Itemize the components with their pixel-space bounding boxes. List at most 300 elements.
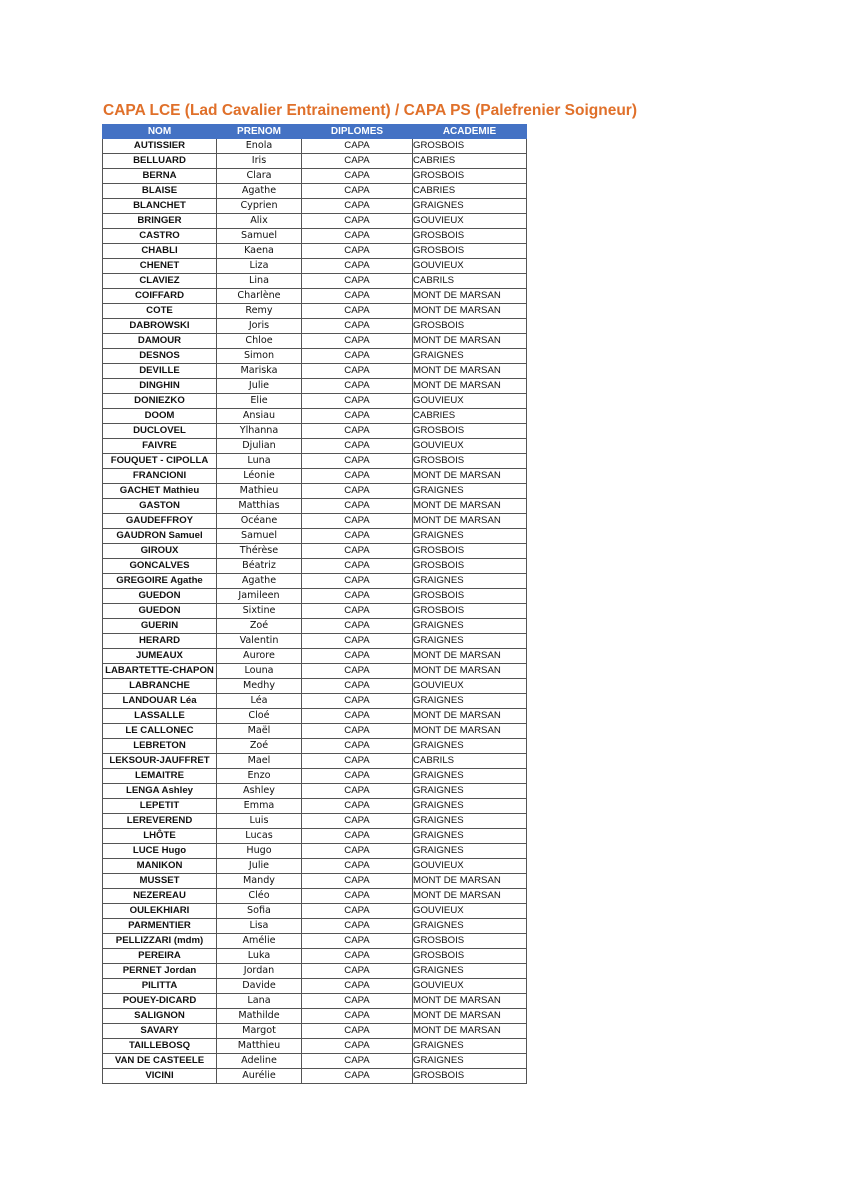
- table-row: [103, 499, 527, 514]
- cell-academie: MONT DE MARSAN: [413, 364, 527, 379]
- cell-academie: GROSBOIS: [413, 1069, 527, 1084]
- table-row: [103, 484, 527, 499]
- cell-academie: GROSBOIS: [413, 139, 527, 154]
- cell-nom: PEREIRA: [103, 949, 217, 964]
- table-row: [103, 424, 527, 439]
- table-header: [103, 125, 527, 139]
- cell-diplome: CAPA: [302, 244, 413, 259]
- table-row: [103, 1009, 527, 1024]
- table-row: [103, 889, 527, 904]
- cell-nom: BLANCHET: [103, 199, 217, 214]
- cell-nom: PARMENTIER: [103, 919, 217, 934]
- cell-diplome: CAPA: [302, 859, 413, 874]
- cell-prenom: Mathieu: [217, 484, 302, 499]
- table-row: [103, 139, 527, 154]
- cell-diplome: CAPA: [302, 289, 413, 304]
- cell-diplome: CAPA: [302, 274, 413, 289]
- cell-prenom: Ashley: [217, 784, 302, 799]
- cell-prenom: Luis: [217, 814, 302, 829]
- cell-academie: GRAIGNES: [413, 619, 527, 634]
- cell-diplome: CAPA: [302, 394, 413, 409]
- table-row: [103, 739, 527, 754]
- cell-prenom: Iris: [217, 154, 302, 169]
- cell-nom: LABARTETTE-CHAPON: [103, 664, 217, 679]
- cell-prenom: Lina: [217, 274, 302, 289]
- cell-nom: GUEDON: [103, 604, 217, 619]
- cell-nom: HERARD: [103, 634, 217, 649]
- cell-diplome: CAPA: [302, 889, 413, 904]
- cell-academie: GROSBOIS: [413, 949, 527, 964]
- table-row: [103, 1069, 527, 1084]
- cell-prenom: Adeline: [217, 1054, 302, 1069]
- cell-diplome: CAPA: [302, 979, 413, 994]
- cell-diplome: CAPA: [302, 709, 413, 724]
- cell-diplome: CAPA: [302, 934, 413, 949]
- cell-diplome: CAPA: [302, 454, 413, 469]
- cell-prenom: Enzo: [217, 769, 302, 784]
- cell-nom: CHENET: [103, 259, 217, 274]
- cell-academie: GOUVIEUX: [413, 679, 527, 694]
- cell-nom: BLAISE: [103, 184, 217, 199]
- cell-nom: LEREVEREND: [103, 814, 217, 829]
- cell-nom: BELLUARD: [103, 154, 217, 169]
- cell-diplome: CAPA: [302, 544, 413, 559]
- cell-diplome: CAPA: [302, 409, 413, 424]
- table-row: [103, 199, 527, 214]
- cell-nom: GUERIN: [103, 619, 217, 634]
- cell-diplome: CAPA: [302, 844, 413, 859]
- cell-nom: GASTON: [103, 499, 217, 514]
- table-row: [103, 289, 527, 304]
- cell-academie: GROSBOIS: [413, 454, 527, 469]
- table-row: [103, 649, 527, 664]
- cell-prenom: Remy: [217, 304, 302, 319]
- cell-diplome: CAPA: [302, 754, 413, 769]
- cell-nom: COIFFARD: [103, 289, 217, 304]
- cell-nom: LE CALLONEC: [103, 724, 217, 739]
- cell-academie: CABRIES: [413, 409, 527, 424]
- cell-academie: GROSBOIS: [413, 244, 527, 259]
- table-row: [103, 754, 527, 769]
- cell-diplome: CAPA: [302, 529, 413, 544]
- table-row: [103, 394, 527, 409]
- cell-academie: MONT DE MARSAN: [413, 994, 527, 1009]
- cell-diplome: CAPA: [302, 574, 413, 589]
- cell-nom: VAN DE CASTEELE: [103, 1054, 217, 1069]
- table-row: [103, 409, 527, 424]
- cell-prenom: Jordan: [217, 964, 302, 979]
- column-header-nom: NOM: [103, 125, 217, 139]
- cell-prenom: Clara: [217, 169, 302, 184]
- table-row: [103, 319, 527, 334]
- table-body: [103, 139, 527, 1084]
- cell-academie: CABRIES: [413, 184, 527, 199]
- cell-nom: SALIGNON: [103, 1009, 217, 1024]
- cell-academie: GROSBOIS: [413, 559, 527, 574]
- cell-prenom: Louna: [217, 664, 302, 679]
- document-title: CAPA LCE (Lad Cavalier Entrainement) / CAPA PS (Palefrenier Soigneur): [103, 102, 637, 119]
- cell-prenom: Lisa: [217, 919, 302, 934]
- cell-academie: MONT DE MARSAN: [413, 664, 527, 679]
- cell-prenom: Mariska: [217, 364, 302, 379]
- cell-prenom: Medhy: [217, 679, 302, 694]
- cell-nom: BERNA: [103, 169, 217, 184]
- cell-academie: GOUVIEUX: [413, 439, 527, 454]
- cell-prenom: Océane: [217, 514, 302, 529]
- cell-nom: DABROWSKI: [103, 319, 217, 334]
- table-row: [103, 1054, 527, 1069]
- cell-prenom: Mael: [217, 754, 302, 769]
- cell-academie: MONT DE MARSAN: [413, 334, 527, 349]
- cell-prenom: Simon: [217, 349, 302, 364]
- cell-academie: GRAIGNES: [413, 769, 527, 784]
- column-header-prenom: PRENOM: [217, 125, 302, 139]
- cell-prenom: Davide: [217, 979, 302, 994]
- cell-prenom: Sixtine: [217, 604, 302, 619]
- cell-diplome: CAPA: [302, 154, 413, 169]
- cell-academie: MONT DE MARSAN: [413, 469, 527, 484]
- cell-academie: MONT DE MARSAN: [413, 649, 527, 664]
- cell-academie: MONT DE MARSAN: [413, 889, 527, 904]
- cell-diplome: CAPA: [302, 484, 413, 499]
- table-row: [103, 244, 527, 259]
- cell-diplome: CAPA: [302, 949, 413, 964]
- cell-diplome: CAPA: [302, 664, 413, 679]
- table-row: [103, 529, 527, 544]
- cell-prenom: Elie: [217, 394, 302, 409]
- table-row: [103, 214, 527, 229]
- cell-diplome: CAPA: [302, 919, 413, 934]
- cell-diplome: CAPA: [302, 229, 413, 244]
- cell-nom: FAIVRE: [103, 439, 217, 454]
- cell-academie: MONT DE MARSAN: [413, 874, 527, 889]
- table-row: [103, 859, 527, 874]
- cell-nom: GACHET Mathieu: [103, 484, 217, 499]
- table-row: [103, 784, 527, 799]
- table-row: [103, 994, 527, 1009]
- cell-nom: LEMAITRE: [103, 769, 217, 784]
- cell-nom: PELLIZZARI (mdm): [103, 934, 217, 949]
- cell-prenom: Samuel: [217, 529, 302, 544]
- cell-nom: GAUDRON Samuel: [103, 529, 217, 544]
- cell-prenom: Cyprien: [217, 199, 302, 214]
- cell-prenom: Hugo: [217, 844, 302, 859]
- cell-nom: MANIKON: [103, 859, 217, 874]
- cell-academie: GRAIGNES: [413, 529, 527, 544]
- cell-diplome: CAPA: [302, 589, 413, 604]
- cell-academie: GRAIGNES: [413, 844, 527, 859]
- table-row: [103, 439, 527, 454]
- table-row: [103, 514, 527, 529]
- cell-academie: GRAIGNES: [413, 634, 527, 649]
- cell-nom: GONCALVES: [103, 559, 217, 574]
- table-row: [103, 679, 527, 694]
- cell-diplome: CAPA: [302, 469, 413, 484]
- table-row: [103, 349, 527, 364]
- table-row: [103, 709, 527, 724]
- cell-prenom: Agathe: [217, 184, 302, 199]
- cell-diplome: CAPA: [302, 364, 413, 379]
- cell-nom: LEBRETON: [103, 739, 217, 754]
- cell-nom: CLAVIEZ: [103, 274, 217, 289]
- cell-academie: MONT DE MARSAN: [413, 379, 527, 394]
- table-row: [103, 304, 527, 319]
- table-row: [103, 574, 527, 589]
- cell-academie: GRAIGNES: [413, 964, 527, 979]
- cell-nom: LUCE Hugo: [103, 844, 217, 859]
- cell-nom: LEKSOUR-JAUFFRET: [103, 754, 217, 769]
- table-row: [103, 229, 527, 244]
- cell-prenom: Joris: [217, 319, 302, 334]
- cell-nom: SAVARY: [103, 1024, 217, 1039]
- cell-prenom: Kaena: [217, 244, 302, 259]
- cell-academie: MONT DE MARSAN: [413, 724, 527, 739]
- cell-diplome: CAPA: [302, 679, 413, 694]
- cell-academie: GRAIGNES: [413, 739, 527, 754]
- cell-nom: LABRANCHE: [103, 679, 217, 694]
- table-row: [103, 1039, 527, 1054]
- cell-academie: GRAIGNES: [413, 484, 527, 499]
- cell-academie: GOUVIEUX: [413, 979, 527, 994]
- cell-academie: GROSBOIS: [413, 934, 527, 949]
- table-row: [103, 559, 527, 574]
- cell-nom: LENGA Ashley: [103, 784, 217, 799]
- cell-prenom: Margot: [217, 1024, 302, 1039]
- cell-diplome: CAPA: [302, 769, 413, 784]
- cell-prenom: Samuel: [217, 229, 302, 244]
- table-row: [103, 589, 527, 604]
- cell-diplome: CAPA: [302, 799, 413, 814]
- cell-academie: GRAIGNES: [413, 1039, 527, 1054]
- cell-prenom: Enola: [217, 139, 302, 154]
- cell-nom: CASTRO: [103, 229, 217, 244]
- cell-diplome: CAPA: [302, 349, 413, 364]
- cell-diplome: CAPA: [302, 604, 413, 619]
- table-row: [103, 334, 527, 349]
- cell-diplome: CAPA: [302, 379, 413, 394]
- cell-prenom: Léonie: [217, 469, 302, 484]
- cell-nom: AUTISSIER: [103, 139, 217, 154]
- table-row: [103, 964, 527, 979]
- cell-academie: GOUVIEUX: [413, 904, 527, 919]
- cell-nom: LANDOUAR Léa: [103, 694, 217, 709]
- cell-academie: MONT DE MARSAN: [413, 1024, 527, 1039]
- cell-prenom: Thérèse: [217, 544, 302, 559]
- cell-prenom: Béatriz: [217, 559, 302, 574]
- cell-academie: MONT DE MARSAN: [413, 289, 527, 304]
- cell-academie: MONT DE MARSAN: [413, 499, 527, 514]
- cell-academie: CABRIES: [413, 154, 527, 169]
- table-row: [103, 379, 527, 394]
- cell-nom: OULEKHIARI: [103, 904, 217, 919]
- cell-nom: PILITTA: [103, 979, 217, 994]
- students-table: [102, 124, 527, 1084]
- cell-academie: GRAIGNES: [413, 829, 527, 844]
- cell-academie: GRAIGNES: [413, 814, 527, 829]
- cell-nom: DUCLOVEL: [103, 424, 217, 439]
- cell-nom: GIROUX: [103, 544, 217, 559]
- cell-diplome: CAPA: [302, 334, 413, 349]
- table-row: [103, 844, 527, 859]
- cell-nom: FOUQUET - CIPOLLA: [103, 454, 217, 469]
- table-row: [103, 829, 527, 844]
- cell-prenom: Ylhanna: [217, 424, 302, 439]
- cell-diplome: CAPA: [302, 874, 413, 889]
- table-row: [103, 454, 527, 469]
- cell-nom: CHABLI: [103, 244, 217, 259]
- table-row: [103, 949, 527, 964]
- cell-nom: GAUDEFFROY: [103, 514, 217, 529]
- cell-nom: GREGOIRE Agathe: [103, 574, 217, 589]
- cell-prenom: Luka: [217, 949, 302, 964]
- cell-diplome: CAPA: [302, 1069, 413, 1084]
- table-row: [103, 169, 527, 184]
- cell-prenom: Léa: [217, 694, 302, 709]
- cell-prenom: Mathilde: [217, 1009, 302, 1024]
- cell-academie: GRAIGNES: [413, 349, 527, 364]
- cell-diplome: CAPA: [302, 514, 413, 529]
- table-row: [103, 664, 527, 679]
- cell-prenom: Aurore: [217, 649, 302, 664]
- cell-nom: VICINI: [103, 1069, 217, 1084]
- cell-diplome: CAPA: [302, 814, 413, 829]
- cell-diplome: CAPA: [302, 499, 413, 514]
- cell-prenom: Matthieu: [217, 1039, 302, 1054]
- header-row: [103, 125, 527, 139]
- table-row: [103, 259, 527, 274]
- table-row: [103, 364, 527, 379]
- table-row: [103, 799, 527, 814]
- cell-academie: GOUVIEUX: [413, 859, 527, 874]
- cell-academie: GRAIGNES: [413, 784, 527, 799]
- cell-prenom: Cloé: [217, 709, 302, 724]
- cell-academie: MONT DE MARSAN: [413, 709, 527, 724]
- cell-prenom: Maël: [217, 724, 302, 739]
- table-row: [103, 154, 527, 169]
- cell-academie: GROSBOIS: [413, 229, 527, 244]
- cell-prenom: Agathe: [217, 574, 302, 589]
- cell-diplome: CAPA: [302, 424, 413, 439]
- cell-diplome: CAPA: [302, 169, 413, 184]
- cell-prenom: Julie: [217, 379, 302, 394]
- cell-nom: BRINGER: [103, 214, 217, 229]
- cell-prenom: Alix: [217, 214, 302, 229]
- cell-academie: GROSBOIS: [413, 604, 527, 619]
- cell-diplome: CAPA: [302, 259, 413, 274]
- table-row: [103, 1024, 527, 1039]
- cell-nom: MUSSET: [103, 874, 217, 889]
- cell-prenom: Luna: [217, 454, 302, 469]
- cell-academie: GROSBOIS: [413, 424, 527, 439]
- table-row: [103, 619, 527, 634]
- cell-diplome: CAPA: [302, 1054, 413, 1069]
- table-row: [103, 724, 527, 739]
- cell-diplome: CAPA: [302, 724, 413, 739]
- cell-nom: DAMOUR: [103, 334, 217, 349]
- table-row: [103, 934, 527, 949]
- cell-academie: MONT DE MARSAN: [413, 1009, 527, 1024]
- cell-nom: DEVILLE: [103, 364, 217, 379]
- cell-prenom: Jamileen: [217, 589, 302, 604]
- cell-nom: PERNET Jordan: [103, 964, 217, 979]
- cell-prenom: Mandy: [217, 874, 302, 889]
- cell-prenom: Zoé: [217, 619, 302, 634]
- cell-academie: GOUVIEUX: [413, 214, 527, 229]
- cell-prenom: Matthias: [217, 499, 302, 514]
- cell-nom: LASSALLE: [103, 709, 217, 724]
- cell-diplome: CAPA: [302, 304, 413, 319]
- cell-prenom: Emma: [217, 799, 302, 814]
- cell-prenom: Aurélie: [217, 1069, 302, 1084]
- cell-academie: CABRILS: [413, 754, 527, 769]
- cell-nom: DINGHIN: [103, 379, 217, 394]
- table-row: [103, 274, 527, 289]
- cell-academie: GROSBOIS: [413, 319, 527, 334]
- cell-nom: FRANCIONI: [103, 469, 217, 484]
- cell-nom: TAILLEBOSQ: [103, 1039, 217, 1054]
- cell-academie: GRAIGNES: [413, 199, 527, 214]
- cell-prenom: Chloe: [217, 334, 302, 349]
- cell-diplome: CAPA: [302, 649, 413, 664]
- cell-diplome: CAPA: [302, 634, 413, 649]
- cell-academie: GROSBOIS: [413, 589, 527, 604]
- cell-nom: POUEY-DICARD: [103, 994, 217, 1009]
- cell-diplome: CAPA: [302, 1039, 413, 1054]
- cell-diplome: CAPA: [302, 829, 413, 844]
- cell-prenom: Sofia: [217, 904, 302, 919]
- table-row: [103, 904, 527, 919]
- cell-academie: GRAIGNES: [413, 1054, 527, 1069]
- table-row: [103, 814, 527, 829]
- cell-prenom: Zoé: [217, 739, 302, 754]
- cell-prenom: Charlène: [217, 289, 302, 304]
- table-row: [103, 769, 527, 784]
- cell-diplome: CAPA: [302, 184, 413, 199]
- cell-academie: GRAIGNES: [413, 694, 527, 709]
- cell-diplome: CAPA: [302, 1009, 413, 1024]
- cell-diplome: CAPA: [302, 439, 413, 454]
- cell-academie: MONT DE MARSAN: [413, 304, 527, 319]
- cell-prenom: Djulian: [217, 439, 302, 454]
- cell-nom: NEZEREAU: [103, 889, 217, 904]
- cell-nom: DOOM: [103, 409, 217, 424]
- table-row: [103, 979, 527, 994]
- table-row: [103, 634, 527, 649]
- table-row: [103, 694, 527, 709]
- table-row: [103, 184, 527, 199]
- cell-nom: COTE: [103, 304, 217, 319]
- cell-nom: DESNOS: [103, 349, 217, 364]
- cell-prenom: Julie: [217, 859, 302, 874]
- table-row: [103, 469, 527, 484]
- cell-prenom: Ansiau: [217, 409, 302, 424]
- table-row: [103, 544, 527, 559]
- table-row: [103, 919, 527, 934]
- cell-diplome: CAPA: [302, 619, 413, 634]
- cell-academie: GOUVIEUX: [413, 259, 527, 274]
- cell-academie: GRAIGNES: [413, 574, 527, 589]
- cell-diplome: CAPA: [302, 694, 413, 709]
- cell-diplome: CAPA: [302, 964, 413, 979]
- column-header-diplomes: DIPLOMES: [302, 125, 413, 139]
- cell-prenom: Cléo: [217, 889, 302, 904]
- cell-diplome: CAPA: [302, 214, 413, 229]
- cell-diplome: CAPA: [302, 1024, 413, 1039]
- cell-prenom: Lana: [217, 994, 302, 1009]
- cell-academie: GOUVIEUX: [413, 394, 527, 409]
- cell-academie: GRAIGNES: [413, 799, 527, 814]
- cell-prenom: Valentin: [217, 634, 302, 649]
